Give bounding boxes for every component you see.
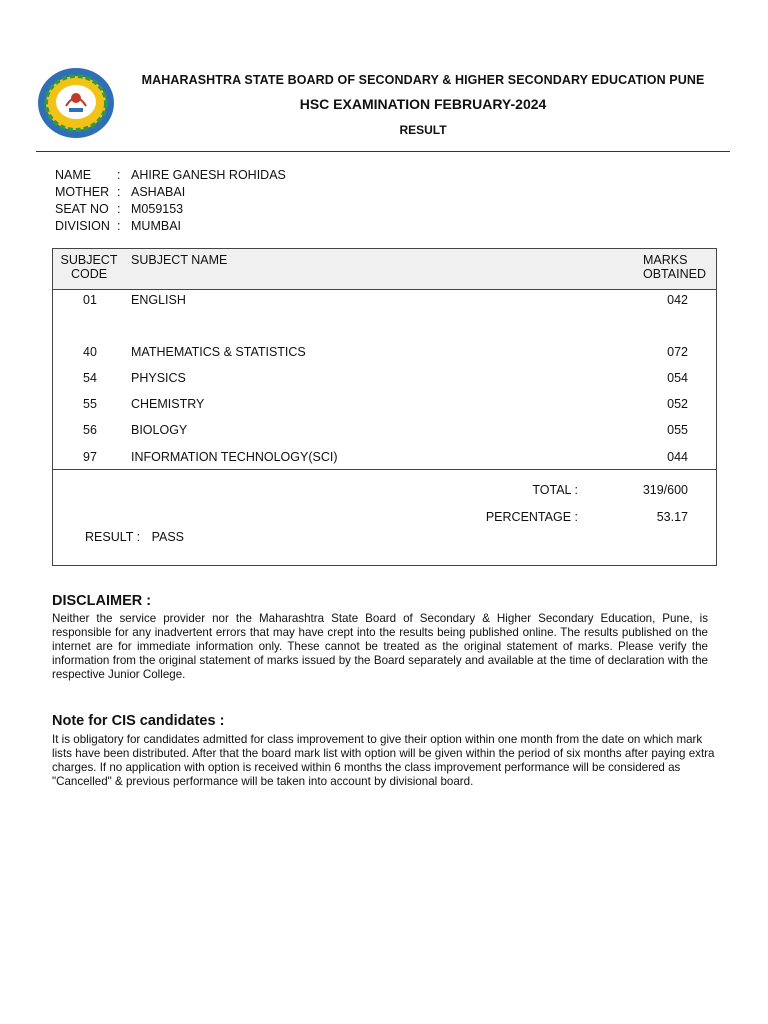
seat-label: SEAT NO	[55, 202, 109, 216]
header-code-line1: SUBJECT	[60, 253, 118, 267]
cis-note-title: Note for CIS candidates :	[52, 713, 225, 729]
colon: :	[117, 202, 121, 216]
table-row	[53, 345, 716, 361]
subject-marks: 052	[667, 397, 688, 411]
result-row	[85, 530, 192, 544]
colon: :	[117, 185, 121, 199]
subject-name: BIOLOGY	[131, 423, 188, 437]
header-code-line2: CODE	[70, 267, 108, 281]
table-row	[53, 397, 716, 413]
header-marks-line1: MARKS	[643, 253, 688, 267]
seat-number: M059153	[131, 202, 184, 216]
total-label: TOTAL :	[532, 483, 578, 497]
subject-code: 97	[83, 450, 97, 464]
totals-divider	[53, 469, 716, 470]
info-name-row	[55, 167, 286, 184]
result-value: PASS	[151, 530, 185, 544]
student-info	[55, 167, 286, 235]
subject-marks: 044	[667, 450, 688, 464]
subject-marks: 055	[667, 423, 688, 437]
subject-name: CHEMISTRY	[131, 397, 205, 411]
table-row	[53, 450, 716, 466]
subject-marks: 042	[667, 293, 688, 307]
result-label: RESULT :	[85, 530, 141, 544]
division: MUMBAI	[131, 219, 181, 233]
percentage-value: 53.17	[656, 510, 688, 524]
marks-table-header	[53, 249, 716, 290]
document-type: RESULT	[399, 123, 447, 137]
info-seat-row	[55, 201, 286, 218]
student-name: AHIRE GANESH ROHIDAS	[131, 168, 286, 182]
mother-label: MOTHER	[55, 185, 110, 199]
header-subject-code	[59, 253, 119, 281]
info-division-row	[55, 218, 286, 235]
name-label: NAME	[55, 168, 92, 182]
subject-code: 40	[83, 345, 97, 359]
subject-marks: 072	[667, 345, 688, 359]
disclaimer-text: Neither the service provider nor the Maharashtra State Board of Secondary & Higher Secondary Education, Pune, is responsible for any inadvertent errors that may have crept into the results being published online. The results published on the internet are for immediate information only. These cannot be treated as the original statement of marks. Please verify the information from the original statement of marks issued by the Board separately and available at the time of declaration with the respective Junior College.	[52, 612, 708, 681]
subject-code: 55	[83, 397, 97, 411]
total-value: 319/600	[642, 483, 688, 497]
marks-table	[52, 248, 717, 566]
subject-name: PHYSICS	[131, 371, 186, 385]
header-subject-name: SUBJECT NAME	[131, 253, 228, 267]
header-marks-line2: OBTAINED	[643, 267, 706, 281]
header-marks-obtained	[643, 253, 706, 281]
subject-marks: 054	[667, 371, 688, 385]
exam-title: HSC EXAMINATION FEBRUARY-2024	[299, 96, 547, 112]
subject-name: ENGLISH	[131, 293, 186, 307]
table-row	[53, 371, 716, 387]
percentage-row	[53, 510, 716, 526]
board-name: MAHARASHTRA STATE BOARD OF SECONDARY & HIGHER SECONDARY EDUCATION PUNE	[141, 73, 705, 87]
cis-note-text: It is obligatory for candidates admitted for class improvement to give their option within one month from the date on which mark lists have been distributed. After that the board mark list with option will be given within the period of six months after paying extra charges. If no application with option is received within 6 months the class improvement performance will be considered as "Cancelled" & previous performance will be taken into account by divisional board.	[52, 733, 715, 788]
table-row	[53, 293, 716, 309]
subject-code: 01	[83, 293, 97, 307]
total-row	[53, 483, 716, 499]
mother-name: ASHABAI	[131, 185, 186, 199]
disclaimer-title: DISCLAIMER :	[52, 593, 152, 609]
header-divider	[36, 151, 730, 152]
percentage-label: PERCENTAGE :	[485, 510, 578, 524]
subject-code: 54	[83, 371, 97, 385]
subject-code: 56	[83, 423, 97, 437]
subject-name: MATHEMATICS & STATISTICS	[131, 345, 306, 359]
colon: :	[117, 168, 121, 182]
board-seal-icon	[36, 66, 116, 140]
subject-name: INFORMATION TECHNOLOGY(SCI)	[131, 450, 338, 464]
info-mother-row	[55, 184, 286, 201]
table-row	[53, 423, 716, 439]
colon: :	[117, 219, 121, 233]
division-label: DIVISION	[55, 219, 110, 233]
